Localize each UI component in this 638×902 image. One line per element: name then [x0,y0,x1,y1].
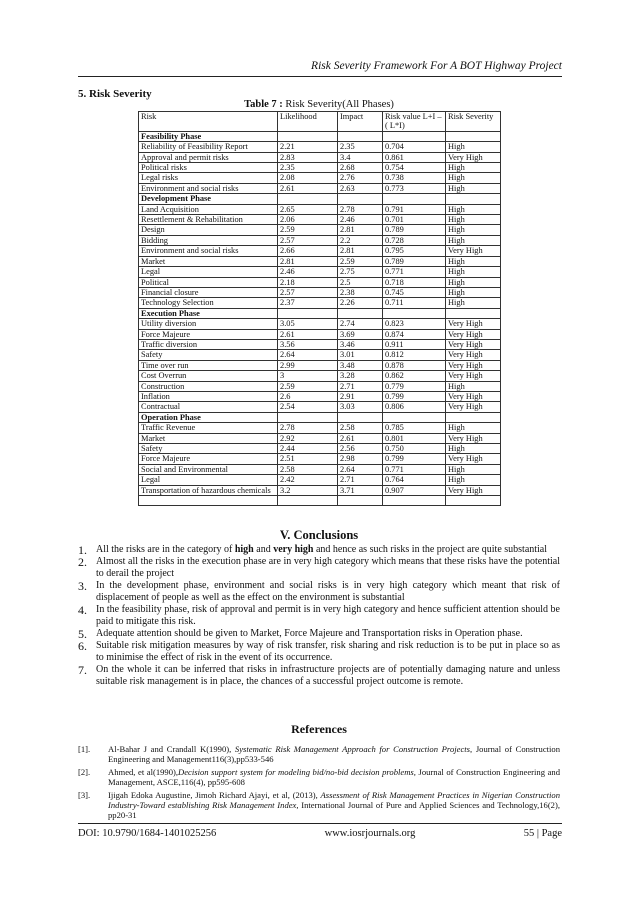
empty-cell [383,412,446,422]
conclusions-list [78,544,560,688]
conclusion-item [78,640,560,664]
impact-cell: 2.5 [338,277,383,287]
risk-value-cell: 0.791 [383,204,446,214]
footer-page-number: 55 | Page [523,828,562,839]
likelihood-cell: 2.59 [278,225,338,235]
table-row [139,215,501,225]
reference-item [78,767,560,788]
risk-value-cell [383,496,446,506]
table-row [139,142,501,152]
impact-cell: 2.71 [338,381,383,391]
impact-cell: 3.03 [338,402,383,412]
text-run: Decision support system for modeling bid/no-bid decision problems, [178,766,416,777]
risk-severity-cell: Very High [446,433,501,443]
risk-severity-cell: Very High [446,329,501,339]
risk-severity-cell: High [446,381,501,391]
impact-cell: 2.56 [338,444,383,454]
risk-severity-cell: High [446,287,501,297]
impact-cell: 3.48 [338,360,383,370]
impact-cell: 2.68 [338,163,383,173]
empty-cell [446,131,501,141]
impact-cell: 2.81 [338,246,383,256]
risk-name-cell: Financial closure [139,287,278,297]
risk-value-cell: 0.861 [383,152,446,162]
phase-row [139,308,501,318]
likelihood-cell: 3.2 [278,485,338,495]
risk-value-cell: 0.738 [383,173,446,183]
likelihood-cell: 3.05 [278,319,338,329]
risk-severity-cell: High [446,277,501,287]
table-row [139,319,501,329]
impact-cell: 2.2 [338,235,383,245]
column-header: Likelihood [278,112,338,132]
impact-cell: 2.91 [338,391,383,401]
text-run: Ijigah Edoka Augustine, Jimoh Richard Ajayi, et al, (2013), [108,789,321,800]
table-row [139,475,501,485]
risk-name-cell: Force Majeure [139,454,278,464]
phase-label: Feasibility Phase [139,131,278,141]
section-title: 5. Risk Severity [78,88,152,100]
risk-value-cell: 0.701 [383,215,446,225]
risk-severity-cell: High [446,256,501,266]
risk-name-cell: Transportation of hazardous chemicals [139,485,278,495]
impact-cell: 3.28 [338,371,383,381]
table-row [139,485,501,495]
risk-severity-cell: High [446,183,501,193]
impact-cell: 3.71 [338,485,383,495]
likelihood-cell: 2.18 [278,277,338,287]
footer-rule [78,823,562,824]
table-row [139,402,501,412]
impact-cell: 2.63 [338,183,383,193]
risk-name-cell: Safety [139,350,278,360]
references-list [78,744,560,823]
table-row [139,163,501,173]
text-run: high [234,544,254,555]
risk-name-cell: Political [139,277,278,287]
list-number: [1]. [78,744,91,754]
table-row [139,287,501,297]
likelihood-cell: 2.6 [278,391,338,401]
likelihood-cell: 2.57 [278,235,338,245]
risk-severity-cell: Very High [446,152,501,162]
table-header-row [139,112,501,132]
text-run: Ahmed, et al(1990), [108,766,179,777]
text-run: and hence as such risks in the project are quite substantial [313,544,548,555]
table-row [139,454,501,464]
text-run: , International Journal of Pure and Applied Sciences and Technology,16(2), pp20-31 [108,800,560,821]
likelihood-cell: 2.37 [278,298,338,308]
risk-severity-cell: High [446,215,501,225]
risk-name-cell: Contractual [139,402,278,412]
risk-value-cell: 0.704 [383,142,446,152]
impact-cell: 2.64 [338,464,383,474]
table-row [139,246,501,256]
table-row [139,433,501,443]
text-run: , Journal of Construction Engineering and Management116(3),pp533-546 [108,744,561,765]
risk-value-cell: 0.911 [383,339,446,349]
table-row [139,173,501,183]
empty-cell [446,194,501,204]
likelihood-cell: 3 [278,371,338,381]
column-header: Risk [139,112,278,132]
likelihood-cell: 3.56 [278,339,338,349]
table-row [139,225,501,235]
risk-severity-cell: Very High [446,246,501,256]
impact-cell: 2.74 [338,319,383,329]
phase-label: Development Phase [139,194,278,204]
likelihood-cell: 2.44 [278,444,338,454]
empty-cell [278,412,338,422]
text-run: In the feasibility phase, risk of approval and permit is in very high category and hence sufficient attention should be paid to mitigate this risk. [96,604,560,627]
table-row [139,444,501,454]
risk-severity-cell: High [446,298,501,308]
column-header: Impact [338,112,383,132]
risk-name-cell: Legal [139,267,278,277]
footer-doi: DOI: 10.9790/1684-1401025256 [78,828,217,839]
table-row [139,277,501,287]
empty-cell [446,412,501,422]
risk-value-cell: 0.795 [383,246,446,256]
phase-row [139,412,501,422]
risk-name-cell: Approval and permit risks [139,152,278,162]
empty-cell [338,194,383,204]
list-number: 3. [78,579,87,593]
impact-cell: 2.75 [338,267,383,277]
risk-name-cell: Cost Overrun [139,371,278,381]
conclusion-item [78,604,560,628]
text-run: Journal of Construction Engineering and Management, ASCE,116(4), pp595-608 [108,766,560,788]
risk-name-cell: Legal [139,475,278,485]
conclusion-item [78,580,560,604]
phase-label: Operation Phase [139,412,278,422]
risk-name-cell: Design [139,225,278,235]
impact-cell: 2.38 [338,287,383,297]
running-title: Risk Severity Framework For A BOT Highway Project [311,60,562,72]
references-heading: References [291,722,347,736]
risk-value-cell: 0.907 [383,485,446,495]
empty-cell [278,194,338,204]
conclusion-item [78,556,560,580]
likelihood-cell: 2.51 [278,454,338,464]
likelihood-cell: 2.35 [278,163,338,173]
risk-name-cell: Land Acquisition [139,204,278,214]
likelihood-cell: 2.66 [278,246,338,256]
likelihood-cell: 2.99 [278,360,338,370]
conclusion-item [78,664,560,688]
list-number: 6. [78,639,87,653]
list-number: [2]. [78,766,91,777]
table-row [139,204,501,214]
risk-value-cell: 0.754 [383,163,446,173]
text-run: and [253,544,274,555]
risk-severity-cell: High [446,142,501,152]
impact-cell: 2.59 [338,256,383,266]
risk-value-cell: 0.862 [383,371,446,381]
risk-name-cell: Construction [139,381,278,391]
empty-cell [446,308,501,318]
likelihood-cell: 2.64 [278,350,338,360]
conclusions-heading: V. Conclusions [279,528,359,542]
risk-severity-cell: High [446,173,501,183]
text-run: On the whole it can be inferred that risks in infrastructure projects are of potentially damaging nature and unless suitable risk management is in place, the chances of a successful project outcome is remote. [96,664,560,687]
list-number: 7. [78,663,87,677]
table-row [139,391,501,401]
risk-value-cell: 0.789 [383,256,446,266]
risk-name-cell: Market [139,256,278,266]
text-run: Systematic Risk Management Approach for Construction Projects [234,744,470,754]
risk-name-cell: Environment and social risks [139,246,278,256]
impact-cell: 2.58 [338,423,383,433]
impact-cell: 2.26 [338,298,383,308]
likelihood-cell: 2.61 [278,329,338,339]
table-row [139,235,501,245]
table-row [139,381,501,391]
likelihood-cell: 2.57 [278,287,338,297]
impact-cell: 2.35 [338,142,383,152]
table-row [139,496,501,506]
risk-value-cell: 0.801 [383,433,446,443]
likelihood-cell: 2.92 [278,433,338,443]
reference-item [78,744,560,765]
risk-value-cell: 0.718 [383,277,446,287]
likelihood-cell: 2.06 [278,215,338,225]
likelihood-cell: 2.81 [278,256,338,266]
risk-value-cell: 0.779 [383,381,446,391]
likelihood-cell: 2.78 [278,423,338,433]
conclusion-item [78,628,560,640]
table-row [139,183,501,193]
impact-cell: 3.69 [338,329,383,339]
table-row [139,152,501,162]
likelihood-cell: 2.83 [278,152,338,162]
phase-row [139,131,501,141]
risk-severity-cell: High [446,225,501,235]
page-footer [78,828,562,839]
risk-value-cell: 0.878 [383,360,446,370]
list-number: 5. [78,627,87,641]
table-caption-text: Risk Severity(All Phases) [282,99,394,110]
risk-name-cell: Market [139,433,278,443]
risk-value-cell: 0.823 [383,319,446,329]
text-run: Suitable risk mitigation measures by way of risk transfer, risk sharing and risk reduction is to be put in place so as to minimise the effect of risk in the event of its occurrence. [96,640,560,663]
list-number: 2. [78,555,87,569]
risk-value-cell: 0.750 [383,444,446,454]
risk-value-cell: 0.789 [383,225,446,235]
likelihood-cell: 2.65 [278,204,338,214]
table-caption [0,99,638,110]
risk-severity-cell: Very High [446,402,501,412]
risk-name-cell: Safety [139,444,278,454]
risk-name-cell: Resettlement & Rehabilitation [139,215,278,225]
likelihood-cell: 2.59 [278,381,338,391]
risk-severity-cell [446,496,501,506]
risk-severity-cell: Very High [446,454,501,464]
empty-cell [338,308,383,318]
risk-severity-cell: High [446,235,501,245]
table-row [139,267,501,277]
impact-cell: 2.46 [338,215,383,225]
likelihood-cell: 2.61 [278,183,338,193]
risk-table-body [139,112,501,506]
risk-severity-cell: High [446,475,501,485]
risk-severity-cell: Very High [446,485,501,495]
risk-value-cell: 0.728 [383,235,446,245]
likelihood-cell [278,496,338,506]
risk-value-cell: 0.771 [383,267,446,277]
empty-cell [338,412,383,422]
risk-value-cell: 0.771 [383,464,446,474]
table-row [139,464,501,474]
risk-name-cell: Traffic diversion [139,339,278,349]
risk-name-cell: Legal risks [139,173,278,183]
risk-name-cell: Political risks [139,163,278,173]
table-row [139,423,501,433]
text-run: Assessment of Risk Management Practices in Nigerian Construction Industry-Toward establishing Risk Management Index [108,789,560,811]
impact-cell: 3.01 [338,350,383,360]
table-row [139,350,501,360]
risk-value-cell: 0.785 [383,423,446,433]
list-number: [3]. [78,789,91,800]
risk-value-cell: 0.799 [383,391,446,401]
impact-cell: 2.76 [338,173,383,183]
empty-cell [278,308,338,318]
empty-cell [383,131,446,141]
risk-value-cell: 0.806 [383,402,446,412]
risk-severity-table [138,111,501,506]
likelihood-cell: 2.42 [278,475,338,485]
likelihood-cell: 2.08 [278,173,338,183]
risk-value-cell: 0.773 [383,183,446,193]
likelihood-cell: 2.21 [278,142,338,152]
reference-item [78,790,560,821]
text-run: All the risks are in the category of [96,544,235,555]
list-number: 1. [78,543,87,557]
risk-value-cell: 0.812 [383,350,446,360]
table-row [139,298,501,308]
risk-severity-cell: High [446,163,501,173]
risk-severity-cell: Very High [446,391,501,401]
list-number: 4. [78,603,87,617]
risk-severity-cell: High [446,267,501,277]
empty-cell [383,194,446,204]
empty-cell [278,131,338,141]
impact-cell: 2.81 [338,225,383,235]
risk-value-cell: 0.711 [383,298,446,308]
table-row [139,360,501,370]
phase-label: Execution Phase [139,308,278,318]
risk-name-cell: Reliability of Feasibility Report [139,142,278,152]
impact-cell: 2.61 [338,433,383,443]
likelihood-cell: 2.58 [278,464,338,474]
conclusion-item [78,544,560,556]
column-header: Risk Severity [446,112,501,132]
footer-site: www.iosrjournals.org [324,828,416,839]
risk-name-cell: Inflation [139,391,278,401]
table-row [139,339,501,349]
risk-value-cell: 0.874 [383,329,446,339]
impact-cell: 2.71 [338,475,383,485]
risk-name-cell: Force Majeure [139,329,278,339]
text-run: Adequate attention should be given to Market, Force Majeure and Transportation risks in Operation phase. [96,628,523,639]
risk-severity-cell: Very High [446,371,501,381]
risk-severity-cell: High [446,423,501,433]
impact-cell: 3.46 [338,339,383,349]
text-run: very high [273,544,314,555]
risk-name-cell [139,496,278,506]
impact-cell: 2.98 [338,454,383,464]
risk-severity-cell: Very High [446,319,501,329]
empty-cell [383,308,446,318]
risk-name-cell: Bidding [139,235,278,245]
risk-value-cell: 0.799 [383,454,446,464]
risk-severity-cell: High [446,464,501,474]
column-header: Risk value L+I –( L*I) [383,112,446,132]
risk-severity-cell: High [446,444,501,454]
table-row [139,256,501,266]
risk-value-cell: 0.764 [383,475,446,485]
impact-cell [338,496,383,506]
table-row [139,329,501,339]
risk-severity-cell: High [446,204,501,214]
empty-cell [338,131,383,141]
phase-row [139,194,501,204]
risk-name-cell: Traffic Revenue [139,423,278,433]
risk-name-cell: Utility diversion [139,319,278,329]
risk-name-cell: Social and Environmental [139,464,278,474]
risk-name-cell: Time over run [139,360,278,370]
risk-severity-cell: Very High [446,360,501,370]
likelihood-cell: 2.46 [278,267,338,277]
risk-severity-cell: Very High [446,350,501,360]
table-caption-label: Table 7 : [244,99,283,110]
header-rule [78,76,562,77]
risk-name-cell: Environment and social risks [139,183,278,193]
risk-name-cell: Technology Selection [139,298,278,308]
text-run: In the development phase, environment and social risks is in very high category which meant that risk of displacement of people as well as the effect on the environment is substantial [96,580,560,603]
text-run: Al-Bahar J and Crandall K(1990), [108,744,235,754]
text-run: Almost all the risks in the execution phase are in very high category which means that these risks have the potential to derail the project [96,556,560,579]
risk-value-cell: 0.745 [383,287,446,297]
impact-cell: 3.4 [338,152,383,162]
risk-severity-cell: Very High [446,339,501,349]
impact-cell: 2.78 [338,204,383,214]
likelihood-cell: 2.54 [278,402,338,412]
table-row [139,371,501,381]
